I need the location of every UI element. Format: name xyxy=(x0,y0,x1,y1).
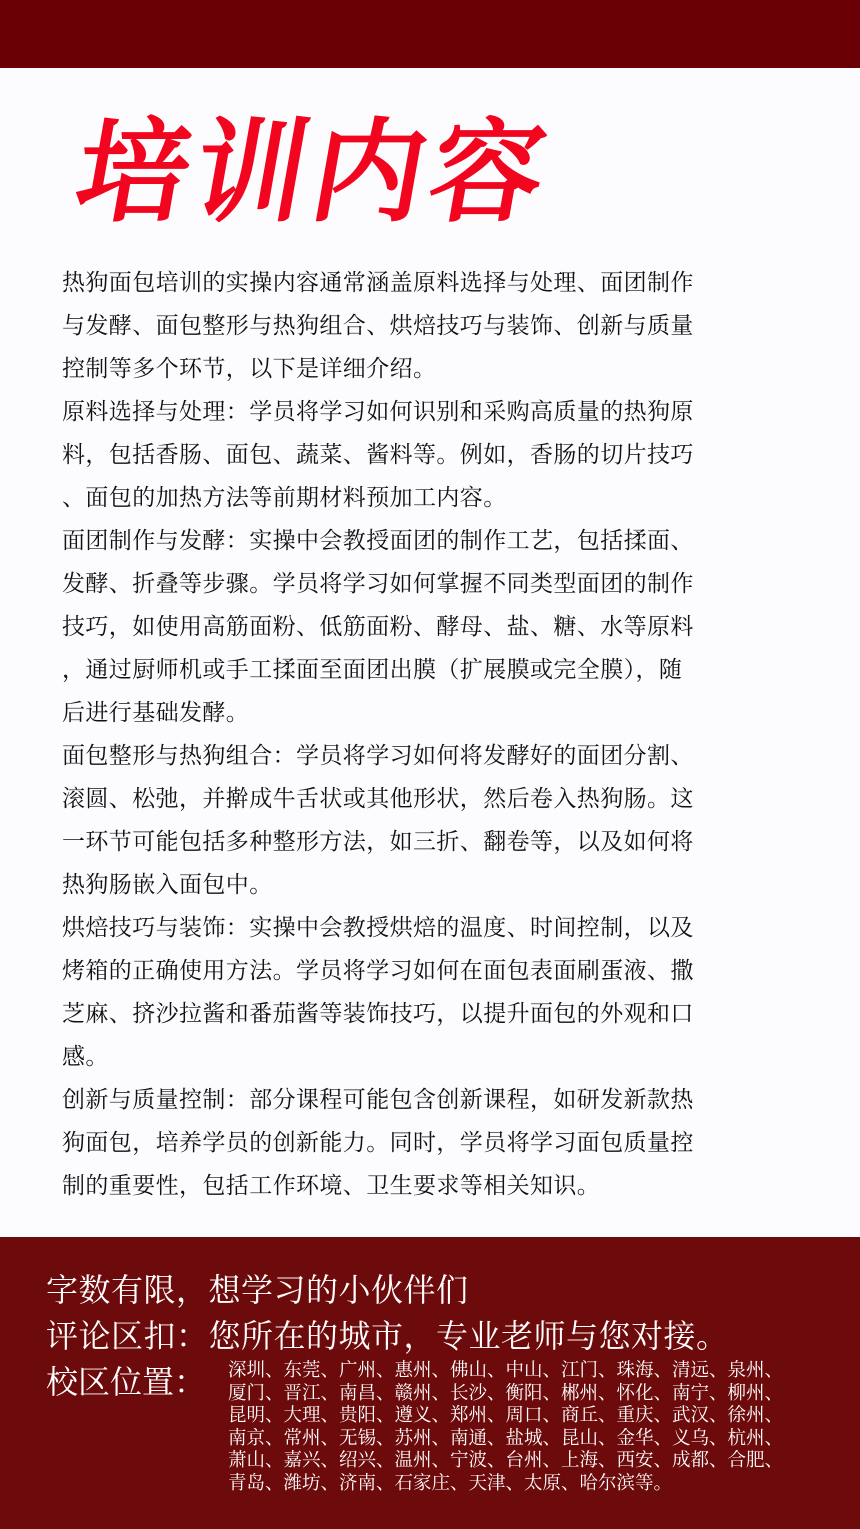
page-title: 培训内容 xyxy=(66,108,561,238)
paragraph-line: 原料选择与处理：学员将学习如何识别和采购高质量的热狗原 xyxy=(62,399,694,425)
city-list xyxy=(228,1360,828,1495)
content-body xyxy=(62,262,822,1208)
footer-line-1: 字数有限，想学习的小伙伴们 xyxy=(46,1271,469,1309)
city-line: 深圳、东莞、广州、惠州、佛山、中山、江门、珠海、清远、泉州、 xyxy=(228,1360,784,1381)
paragraph-line: 热狗面包培训的实操内容通常涵盖原料选择与处理、面团制作 xyxy=(62,270,694,296)
footer-line-2: 评论区扣：您所在的城市，专业老师与您对接。 xyxy=(46,1317,729,1355)
paragraph-line: 技巧，如使用高筋面粉、低筋面粉、酵母、盐、糖、水等原料 xyxy=(62,614,694,640)
paragraph-line: 狗面包，培养学员的创新能力。同时，学员将学习面包质量控 xyxy=(62,1130,694,1156)
paragraph-line: 滚圆、松弛，并擀成牛舌状或其他形状，然后卷入热狗肠。这 xyxy=(62,786,694,812)
paragraph-line: 发酵、折叠等步骤。学员将学习如何掌握不同类型面团的制作 xyxy=(62,571,694,597)
paragraph xyxy=(62,735,822,907)
paragraph-line: 创新与质量控制：部分课程可能包含创新课程，如研发新款热 xyxy=(62,1087,694,1113)
paragraph xyxy=(62,520,822,735)
city-line: 青岛、潍坊、济南、石家庄、天津、太原、哈尔滨等。 xyxy=(228,1472,673,1494)
paragraph-line: 芝麻、挤沙拉酱和番茄酱等装饰技巧，以提升面包的外观和口 xyxy=(62,1001,694,1027)
paragraph-line: 烘焙技巧与装饰：实操中会教授烘焙的温度、时间控制，以及 xyxy=(62,915,694,941)
paragraph-line: 烤箱的正确使用方法。学员将学习如何在面包表面刷蛋液、撒 xyxy=(62,958,694,984)
paragraph-line: 、面包的加热方法等前期材料预加工内容。 xyxy=(62,485,507,511)
paragraph-line: 后进行基础发酵。 xyxy=(62,700,250,726)
paragraph xyxy=(62,391,822,520)
paragraph xyxy=(62,907,822,1079)
paragraph-line: 感。 xyxy=(62,1044,109,1070)
city-line: 南京、常州、无锡、苏州、南通、盐城、昆山、金华、义乌、杭州、 xyxy=(228,1427,784,1449)
city-line: 昆明、大理、贵阳、遵义、郑州、周口、商丘、重庆、武汉、徐州、 xyxy=(228,1405,784,1426)
paragraph-line: 一环节可能包括多种整形方法，如三折、翻卷等，以及如何将 xyxy=(62,829,694,855)
paragraph-line: 与发酵、面包整形与热狗组合、烘焙技巧与装饰、创新与质量 xyxy=(62,313,694,339)
paragraph-line: 面包整形与热狗组合：学员将学习如何将发酵好的面团分割、 xyxy=(62,743,694,769)
paragraph-line: ，通过厨师机或手工揉面至面团出膜（扩展膜或完全膜），随 xyxy=(62,657,683,683)
city-line: 厦门、晋江、南昌、赣州、长沙、衡阳、郴州、怀化、南宁、柳州、 xyxy=(228,1382,784,1404)
paragraph-line: 料，包括香肠、面包、蔬菜、酱料等。例如，香肠的切片技巧 xyxy=(62,442,694,468)
paragraph-line: 控制等多个环节，以下是详细介绍。 xyxy=(62,356,437,382)
campus-label: 校区位置： xyxy=(46,1363,207,1401)
paragraph-line: 制的重要性，包括工作环境、卫生要求等相关知识。 xyxy=(62,1173,601,1199)
paragraph-line: 面团制作与发酵：实操中会教授面团的制作工艺，包括揉面、 xyxy=(62,528,694,554)
top-banner xyxy=(0,0,860,68)
paragraph xyxy=(62,1079,822,1208)
footer-panel xyxy=(0,1237,860,1529)
paragraph-line: 热狗肠嵌入面包中。 xyxy=(62,872,273,898)
city-line: 萧山、嘉兴、绍兴、温州、宁波、台州、上海、西安、成都、合肥、 xyxy=(228,1450,784,1471)
paragraph xyxy=(62,262,822,391)
